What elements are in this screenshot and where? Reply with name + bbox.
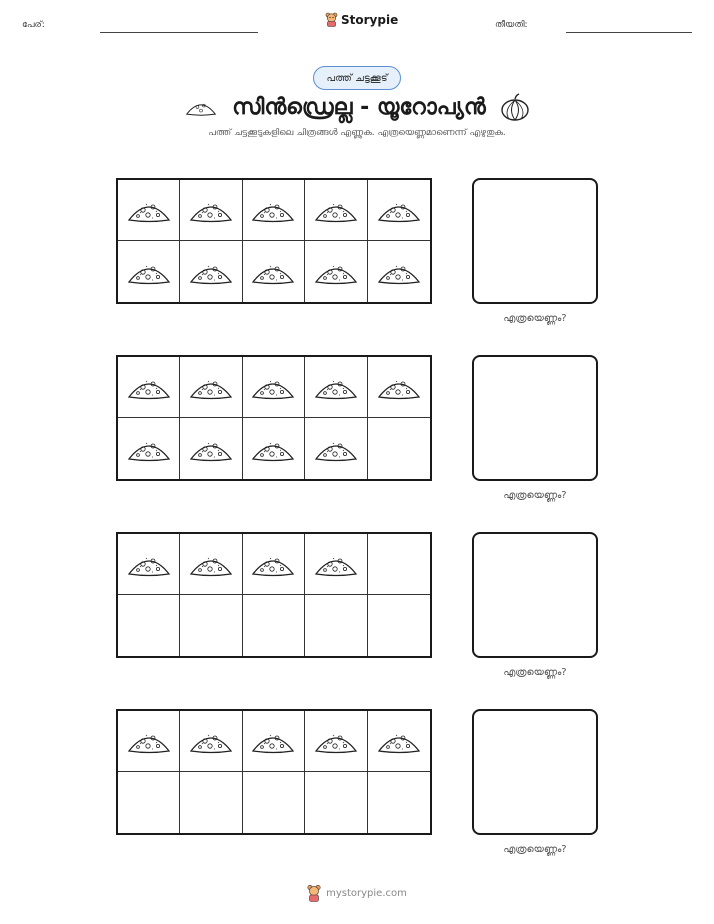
- ten-frame-cell: [305, 357, 367, 418]
- footer-url[interactable]: mystorypie.com: [326, 887, 407, 899]
- date-label: തീയതി:: [495, 20, 528, 30]
- ten-frame-cell: [243, 772, 305, 833]
- ten-frame-cell: [368, 357, 430, 418]
- pizza-slice-icon: [376, 373, 422, 401]
- pizza-slice-icon: [126, 258, 172, 286]
- ten-frame-cell: [368, 595, 430, 656]
- pizza-slice-icon: [126, 373, 172, 401]
- pizza-slice-icon: [376, 258, 422, 286]
- ten-frame-cell: [118, 357, 180, 418]
- answer-box[interactable]: [472, 178, 598, 304]
- answer-label: എത്രയെണ്ണം?: [503, 313, 567, 324]
- ten-frame-cell: [305, 418, 367, 479]
- brand-logo: [325, 12, 398, 27]
- ten-frame-cell: [243, 595, 305, 656]
- bear-mascot-icon: [325, 12, 338, 27]
- pizza-slice-icon: [376, 727, 422, 755]
- bear-mascot-icon: [307, 884, 321, 902]
- ten-frame-cell: [305, 180, 367, 241]
- ten-frame-cell: [118, 534, 180, 595]
- ten-frame: [116, 709, 432, 835]
- ten-frame: [116, 178, 432, 304]
- pizza-slice-icon: [188, 373, 234, 401]
- ten-frame-cell: [368, 711, 430, 772]
- pizza-slice-icon: [184, 97, 218, 117]
- pizza-slice-icon: [313, 435, 359, 463]
- ten-frame-cell: [180, 357, 242, 418]
- ten-frame: [116, 532, 432, 658]
- pizza-slice-icon: [313, 727, 359, 755]
- ten-frame-cell: [305, 534, 367, 595]
- ten-frame-cell: [118, 711, 180, 772]
- ten-frame-cell: [180, 772, 242, 833]
- answer-label: എത്രയെണ്ണം?: [503, 667, 567, 678]
- ten-frame-cell: [368, 180, 430, 241]
- ten-frame-cell: [180, 595, 242, 656]
- footer: [0, 884, 714, 902]
- brand-name: Storypie: [341, 12, 399, 27]
- pizza-slice-icon: [126, 727, 172, 755]
- pizza-slice-icon: [126, 196, 172, 224]
- ten-frame-cell: [180, 418, 242, 479]
- pizza-slice-icon: [250, 373, 296, 401]
- pizza-slice-icon: [250, 258, 296, 286]
- worksheet-type-badge: [313, 66, 401, 90]
- pizza-slice-icon: [188, 258, 234, 286]
- answer-box[interactable]: [472, 709, 598, 835]
- ten-frame-cell: [368, 241, 430, 302]
- ten-frame-cell: [243, 241, 305, 302]
- ten-frame-cell: [243, 418, 305, 479]
- ten-frame-cell: [368, 534, 430, 595]
- pizza-slice-icon: [126, 550, 172, 578]
- ten-frame-cell: [243, 711, 305, 772]
- ten-frame-cell: [180, 180, 242, 241]
- pizza-slice-icon: [126, 435, 172, 463]
- pumpkin-icon: [500, 92, 530, 122]
- ten-frame-cell: [118, 418, 180, 479]
- pizza-slice-icon: [188, 727, 234, 755]
- answer-label: എത്രയെണ്ണം?: [503, 844, 567, 855]
- pizza-slice-icon: [313, 373, 359, 401]
- ten-frame-cell: [118, 595, 180, 656]
- ten-frame-cell: [180, 241, 242, 302]
- name-label: പേര്:: [22, 20, 45, 30]
- ten-frame-cell: [118, 180, 180, 241]
- answer-box[interactable]: [472, 355, 598, 481]
- ten-frame-cell: [305, 711, 367, 772]
- badge-label: പത്ത് ചട്ടക്കൂട്: [326, 72, 388, 84]
- ten-frame-cell: [305, 772, 367, 833]
- worksheet-title: [0, 88, 714, 126]
- ten-frame-cell: [368, 772, 430, 833]
- pizza-slice-icon: [313, 550, 359, 578]
- pizza-slice-icon: [250, 550, 296, 578]
- ten-frame-cell: [305, 595, 367, 656]
- pizza-slice-icon: [250, 196, 296, 224]
- ten-frame-cell: [180, 534, 242, 595]
- pizza-slice-icon: [188, 550, 234, 578]
- ten-frame-cell: [118, 241, 180, 302]
- page-title: സിൻഡ്രെല്ല - യൂറോപ്യൻ: [232, 94, 486, 120]
- pizza-slice-icon: [313, 258, 359, 286]
- date-line[interactable]: [566, 32, 692, 33]
- ten-frame-cell: [368, 418, 430, 479]
- ten-frame-cell: [243, 534, 305, 595]
- pizza-slice-icon: [188, 435, 234, 463]
- ten-frame-cell: [243, 357, 305, 418]
- ten-frame-cell: [180, 711, 242, 772]
- ten-frame-cell: [243, 180, 305, 241]
- pizza-slice-icon: [376, 196, 422, 224]
- pizza-slice-icon: [188, 196, 234, 224]
- pizza-slice-icon: [250, 435, 296, 463]
- instructions: പത്ത് ചട്ടക്കൂടുകളിലെ ചിത്രങ്ങൾ എണ്ണുക. എത്രയെണ്ണമാണെന്ന് എഴുതുക.: [208, 128, 506, 138]
- pizza-slice-icon: [250, 727, 296, 755]
- answer-box[interactable]: [472, 532, 598, 658]
- answer-label: എത്രയെണ്ണം?: [503, 490, 567, 501]
- ten-frame-cell: [118, 772, 180, 833]
- pizza-slice-icon: [313, 196, 359, 224]
- name-line[interactable]: [100, 32, 258, 33]
- ten-frame-cell: [305, 241, 367, 302]
- ten-frame: [116, 355, 432, 481]
